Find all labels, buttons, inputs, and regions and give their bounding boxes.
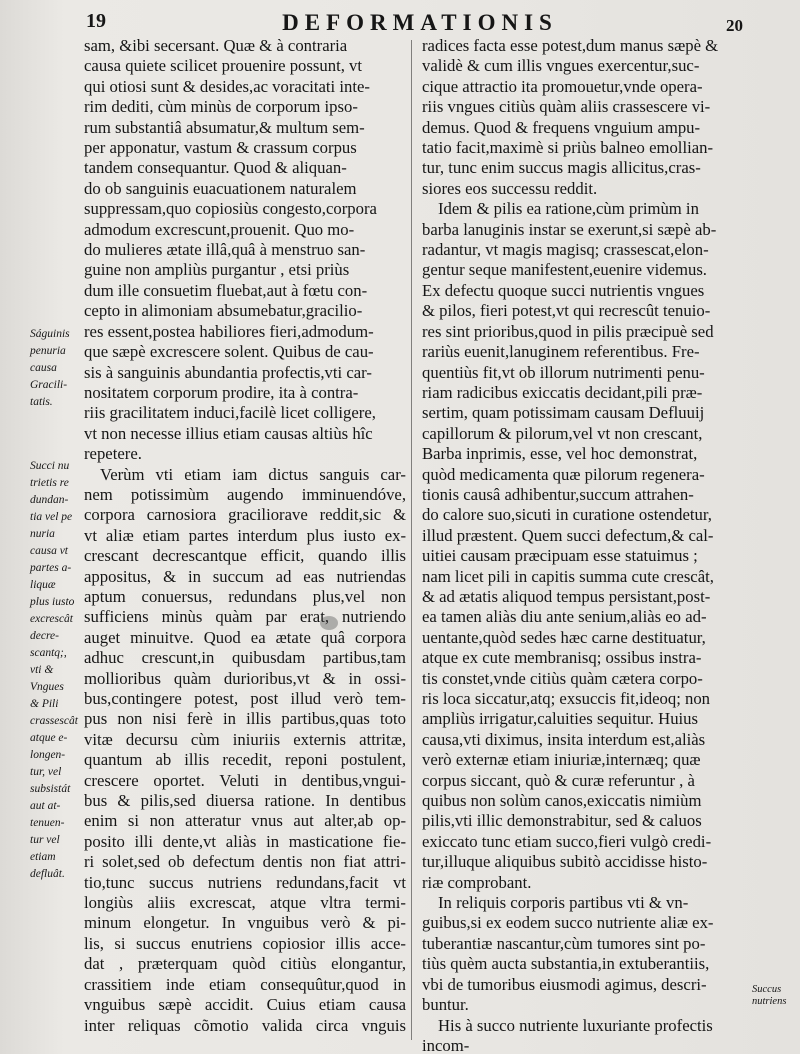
page-number-right: 20	[726, 16, 743, 35]
paragraph: sam, &ibi secersant. Quæ & à contraria causa quiete scilicet prouenire possunt, vt qui otiosi sunt & desides,ac voracitati inte- rim dediti, cùm minùs de corporum ipso- rum substantiâ absumatur,& multum sem- per apponatur, vastum & crassum corpus tandem consequantur. Quod & aliquan- do ob sanguinis euacuationem naturalem suppressam,quo copiosiùs congesto,corpora admodum excrescunt,prouenit. Quo mo- do mulieres ætate illâ,quâ à menstruo san- guine non ampliùs purgantur , etsi priùs dum ille consuetim fluebat,aut à fœtu con- cepto in alimoniam absumebatur,gracilio- res essent,postea habiliores fieri,admodum- que sæpè excrescere solent. Quibus de cau- sis à sanguinis abundantia profectis,vti car- nositatem corporum prodire, ita à contra- riis gracilitatem induci,facilè licet colligere, vt non necesse illius etiam causas altiùs hîc repetere.	[84, 36, 377, 464]
ink-blot	[320, 616, 338, 630]
running-header	[0, 6, 800, 38]
paragraph: His à succo nutriente luxuriante profectis incom-	[422, 1015, 713, 1054]
paragraph: Idem & pilis ea ratione,cùm primùm in barba lanuginis instar se exerunt,si sæpè ab- radantur, vt magis magisq; crassescat,elon- gentur seque manifestent,euenire videmus. Ex defectu quoque succi nutrientis vngues & pilos, fieri potest,vt qui recrescût tenuio- res sint prioribus,quod in pilis præcipuè sed rariùs euenit,lanuginem referentibus. Fre- quentiùs fit,vt ob illorum nutrimenti penu- riam radicibus exiccatis decidant,pili præ- sertim, quam potissimam causam Defluuij capillorum & pilorum,vel vt non crescant, Barba inprimis, esse, vel hoc demonstrat, quòd medicamenta quæ pilorum regenera- tionis causâ adhibentur,succum attrahen- do calore suo,sicuti in curatione ostendetur, illud præstent. Quem succi defectum,& cal- uitiei causam præcipuam esse statuimus ; nam licet pili in capitis summa cute crescât, & ad ætatis aliquod tempus persistant,post- ea tamen aliàs diu ante senium,aliàs eo ad- uentante,quòd sedes hæc carne destituatur, atque ex cute membranisq; ossibus instra- tis constet,vnde citiùs quàm cætera corpo- ris loca siccatur,atq; exsuccis fit,ideoq; non ampliùs irrigatur,caluities sequitur. Huius causa,vti diximus, insita interdum est,aliàs verò externæ etiam iniuriæ,internæq; quæ corpus siccant, quò & curæ referuntur , à quibus non solùm canos,exiccatis nimiùm pilis,vti illic demonstrabitur, sed & caluos exiccato tunc etiam succo,fieri vulgò credi- tur,illuque aliquibus subitò accidisse histo- riæ comprobant.	[422, 199, 717, 892]
paragraph: In reliquis corporis partibus vti & vn- guibus,si ex eodem succo nutriente aliæ ex- tuberantiæ nascantur,cùm tumores sint po- tiùs quèm aucta substantia,in extuberantiis, vbi de tumoribus eiusmodi agimus, descri- buntur.	[422, 893, 714, 1015]
paragraph: radices facta esse potest,dum manus sæpè & validè & cum illis vngues exercentur,suc- cique attractio ita promouetur,vnde opera- riis vngues citiùs quàm aliis crassescere vi- demus. Quod & frequens vnguium ampu- tatio facit,maximè si priùs balneo emollian- tur, tunc enim succus magis allicitus,cras- siores eos successu reddit.	[422, 36, 719, 198]
marginal-note: Succi nu trietis re dundan- tia vel pe nuria causa vt partes a- liquæ plus iusto excrescât decre- scantq;, vti & Vngues & Pili crassescât atque e- longen- tur, vel subsistát aut at- tenuen- tur vel etiam defluât.	[30, 460, 78, 880]
page-number-left: 19	[86, 10, 106, 32]
right-text-column	[422, 36, 748, 1054]
left-text-column	[84, 36, 406, 1036]
marginal-note: Ságuinis penuria causa Gracili- tatis.	[30, 328, 70, 408]
running-title: DEFORMATIONIS	[282, 10, 558, 35]
column-divider	[411, 40, 412, 1040]
paragraph: Verùm vti etiam iam dictus sanguis car- nem potissimùm augendo imminuendóve, corpora carnosiora graciliorave reddit,sic & vt aliæ etiam partes interdum plus iusto ex- crescant decrescantque efficit, quando illis appositus, & in succum ad eas nutriendas aptum conuersus, redundans plus,vel non sufficiens minùs quàm par erat, nutriendo auget minuitve. Quod ea ætate quâ corpora adhuc crescunt,in quibusdam partibus,tam mollioribus quàm durioribus,vt & in ossi- bus,contingere potest, post illud verò tem- pus non nisi ferè in illis partibus,quas toto vitæ decursu cùm iniuriis externis attritæ, quantum ab illis recedit, reponi postulent, crescere oportet. Veluti in dentibus,vngui- bus & pilis,sed diuersa ratione. In dentibus enim si non atteratur vnus aut alter,ab op- posito illi dente,vt aliàs in masticatione fie- ri solet,sed ob defectum dentis non fiat attri- tio,tunc succus nutriens redundans,facit vt longiùs aliis excrescat, atque vltra termi- minum elongetur. In vnguibus verò & pi- lis, si succus enutriens copiosior illis acce- dat , præterquam quòd citiùs elongantur, crassitiem inde etiam consequûtur,quod in vnguibus sæpè accidit. Cuius etiam causa inter reliquas cõmotio valida circa vnguis	[84, 464, 406, 1035]
marginal-note: Succus nutriens	[752, 984, 787, 1007]
